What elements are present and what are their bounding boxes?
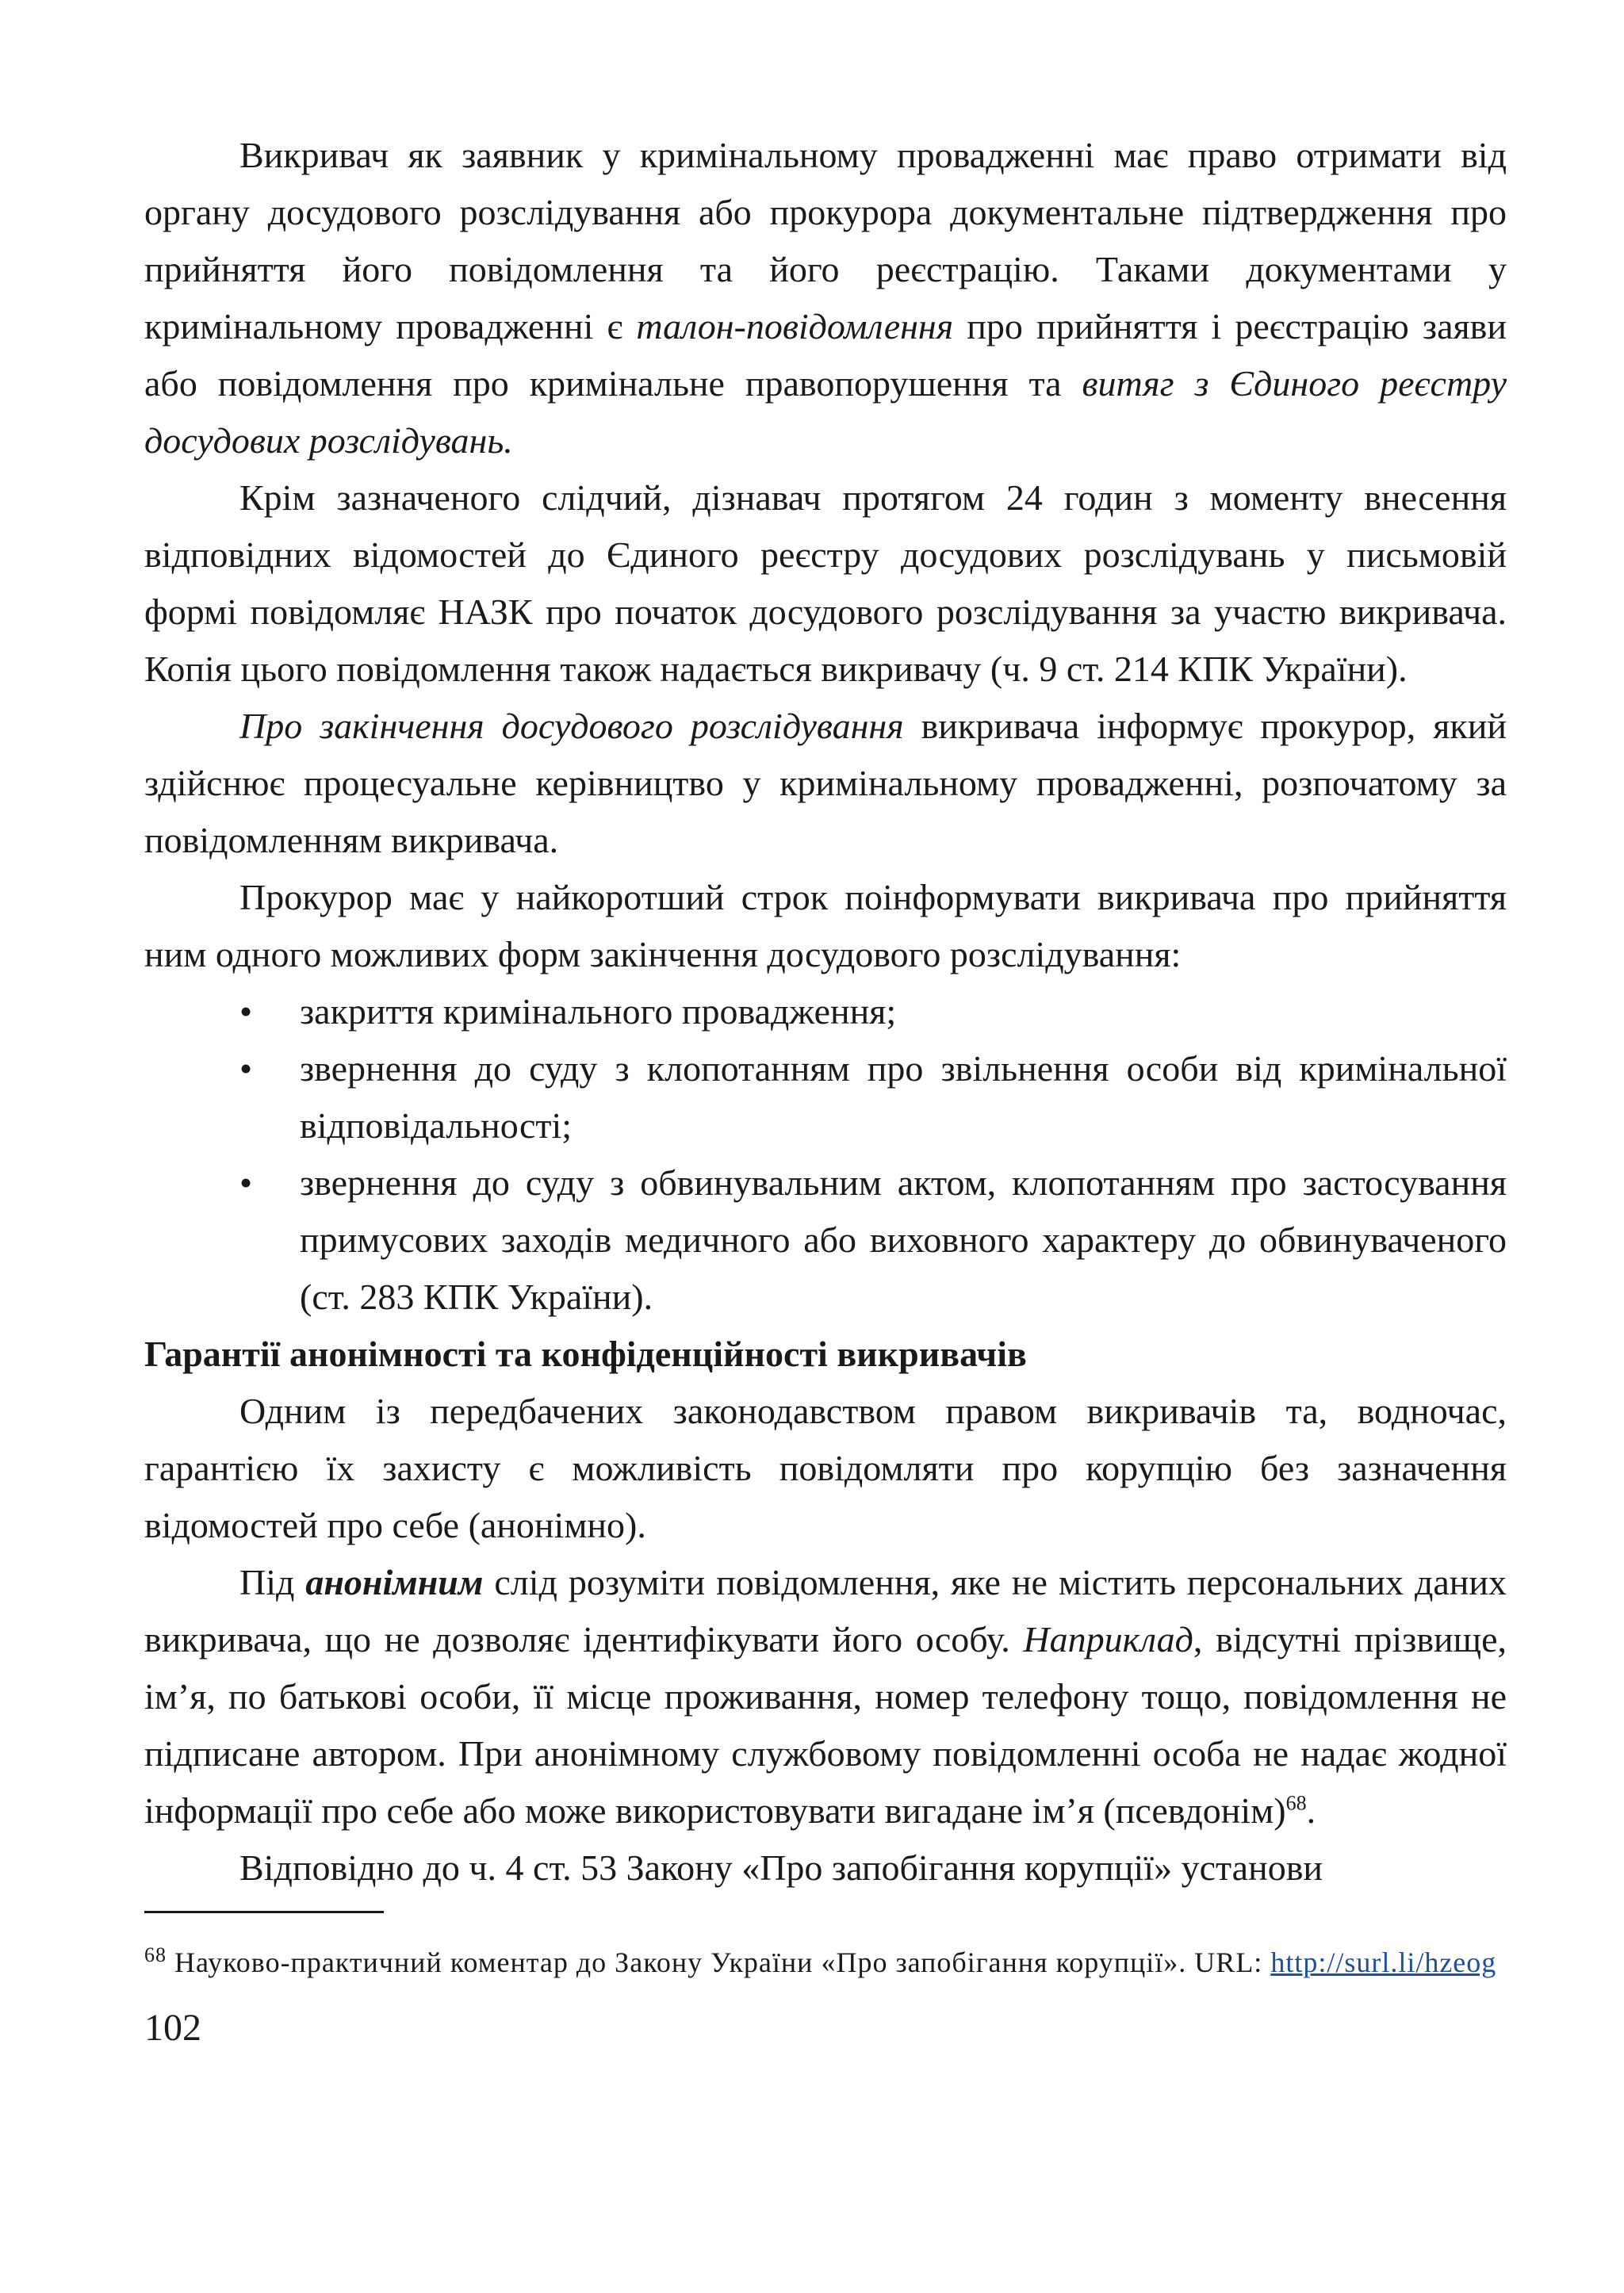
- paragraph-6-text-d: .: [1306, 1790, 1316, 1831]
- italic-zakinchennia: Про закінчення досудового розслідування: [239, 706, 904, 746]
- footnote: [144, 1943, 1507, 1982]
- paragraph-4: Прокурор має у найкоротший строк поінформувати викривача про прийняття ним одного можливих форм закінчення досудового розслідування:: [144, 877, 1507, 974]
- bold-italic-anonymnym: анонімним: [305, 1562, 484, 1602]
- list-item: • закриття кримінального провадження;: [144, 983, 1507, 1040]
- paragraph-1-text-b: про прийняття і реєстрацію заяви або повідомлення про кримінальне правопорушення та: [144, 306, 1507, 404]
- paragraph-6-text-b: слід розуміти повідомлення, яке не містить персональних даних викривача, що не дозволяє ідентифікувати його особу.: [144, 1562, 1507, 1659]
- footnote-separator: [144, 1911, 384, 1913]
- paragraph-1: [144, 127, 1507, 469]
- paragraph-2: Крім зазначеного слідчий, дізнавач протягом 24 годин з моменту внесення відповідних відомостей до Єдиного реєстру досудових розслідувань у письмовій формі повідомляє НАЗК про початок досудового розслідування за участю викривача. Копія цього повідомлення також надається викривачу (ч. 9 ст. 214 КПК України).: [144, 477, 1507, 689]
- paragraph-3: [144, 698, 1507, 869]
- footnote-number: 68: [144, 1943, 167, 1966]
- paragraph-6-text-c: , відсутні прізвище, ім’я, по батькові особи, її місце проживання, номер телефону тощо, повідомлення не підписане автором. При анонімному службовому повідомленні особа не надає жодної інформації про себе або може використовувати вигадане ім’я (псевдонім): [144, 1619, 1507, 1831]
- footnote-text: Науково-практичний коментар до Закону України «Про запобігання корупції». URL:: [167, 1947, 1271, 1978]
- italic-talon: талон-повідомлення: [636, 306, 954, 346]
- page-number: 102: [144, 2007, 201, 2049]
- list-item: • звернення до суду з клопотанням про звільнення особи від кримінальної відповідальності;: [144, 1040, 1507, 1154]
- paragraph-3-text: викривача інформує прокурор, який здійснює процесуальне керівництво у кримінальному провадженні, розпочатому за повідомленням викривача.: [144, 706, 1507, 860]
- italic-vytiah: витяг з Єдиного реєстру досудових розслідувань.: [144, 363, 1507, 461]
- footnote-link[interactable]: http://surl.li/hzeog: [1270, 1947, 1497, 1978]
- italic-napryklad: Наприклад: [1023, 1619, 1193, 1659]
- paragraph-1-text-a: Викривач як заявник у кримінальному провадженні має право отримати від органу досудового розслідування або прокурора документальне підтвердження про прийняття його повідомлення та його реєстрацію. Таками документами у кримінальному провадженні є: [144, 135, 1507, 346]
- bullet-list: [144, 983, 1507, 1326]
- body-text: [144, 127, 1507, 1897]
- section-heading: Гарантії анонімності та конфіденційності викривачів: [144, 1334, 1027, 1374]
- paragraph-7: Відповідно до ч. 4 ст. 53 Закону «Про запобігання корупції» установи: [239, 1847, 1323, 1888]
- footnote-reference: 68: [1285, 1791, 1307, 1815]
- list-item: • звернення до суду з обвинувальним актом, клопотанням про застосування примусових заходів медичного або виховного характеру до обвинуваченого (ст. 283 КПК України).: [144, 1154, 1507, 1326]
- paragraph-6: [144, 1554, 1507, 1839]
- paragraph-6-text-a: Під: [239, 1562, 306, 1602]
- paragraph-5: Одним із передбачених законодавством правом викривачів та, водночас, гарантією їх захисту є можливість повідомляти про корупцію без зазначення відомостей про себе (анонімно).: [144, 1391, 1507, 1545]
